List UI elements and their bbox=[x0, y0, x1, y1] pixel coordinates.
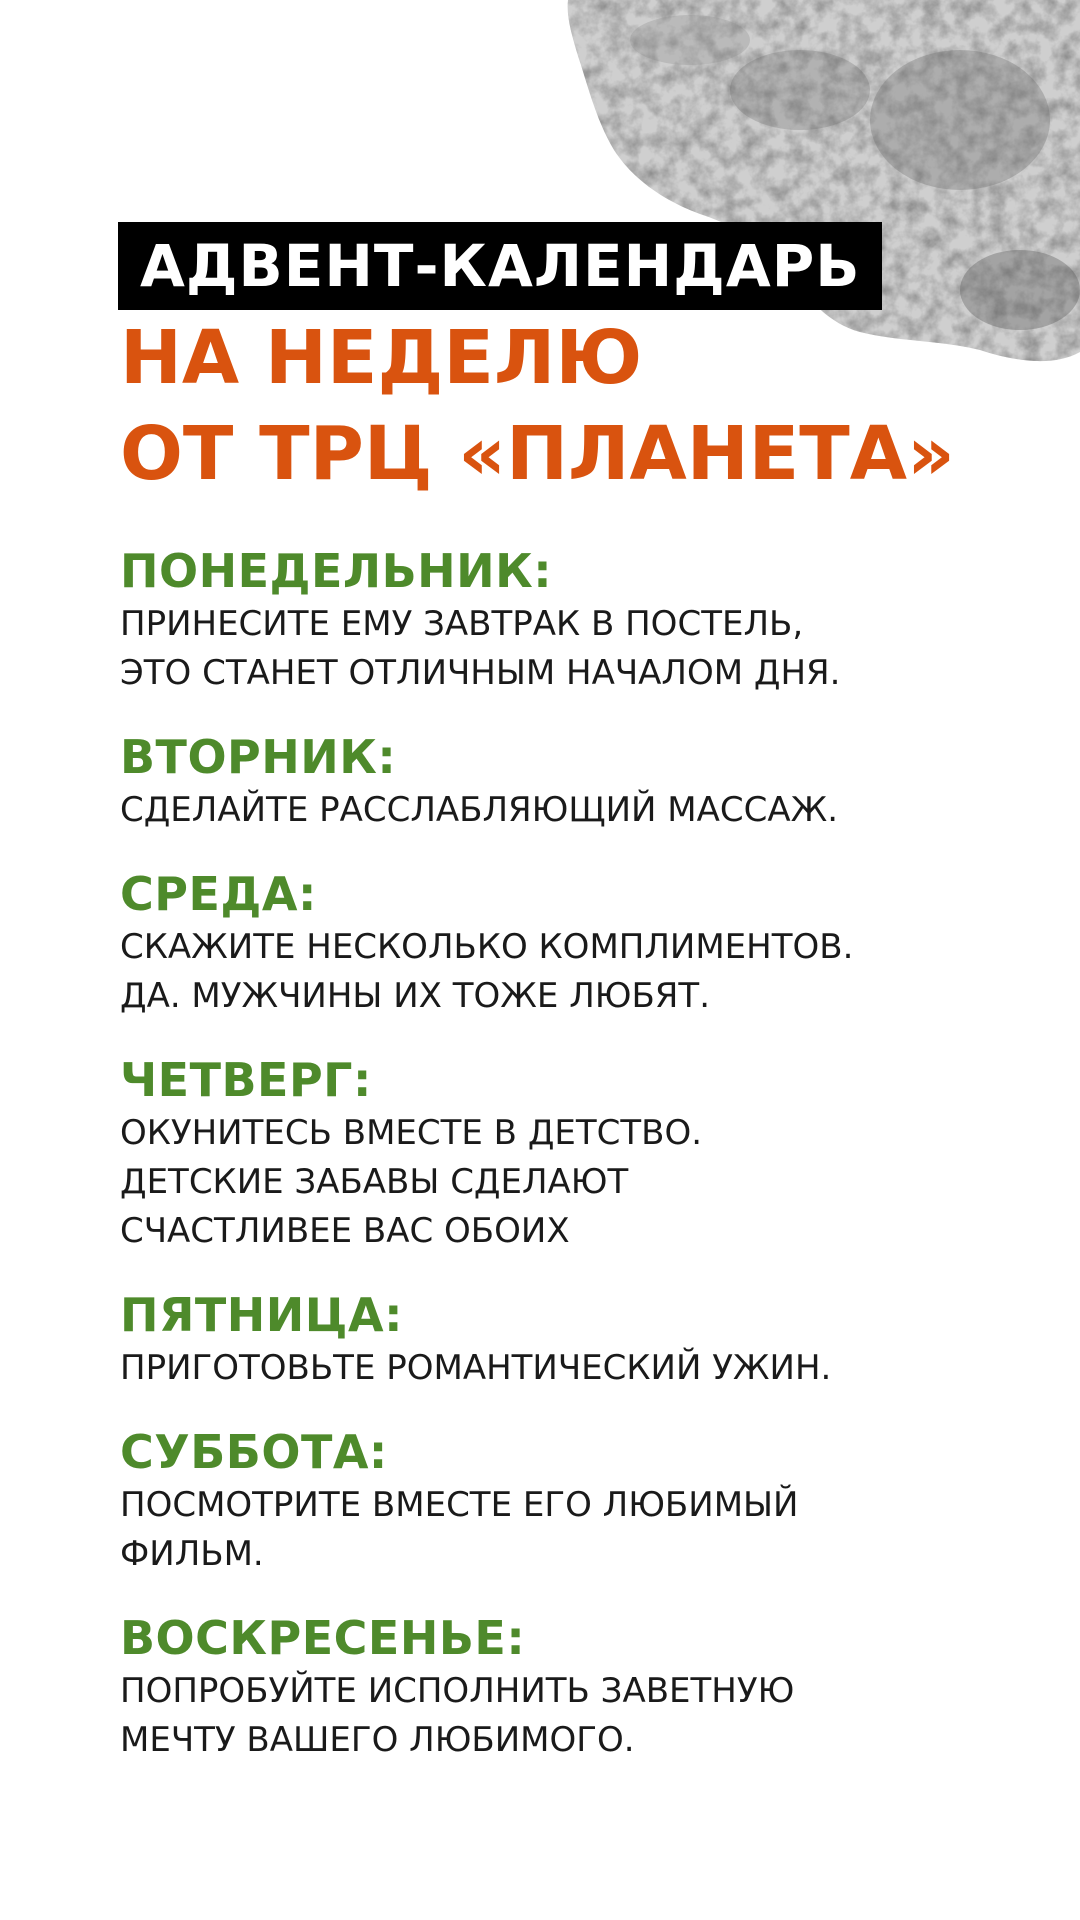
day-name: ВОСКРЕСЕНЬЕ: bbox=[120, 1611, 526, 1665]
day-text: ПРИГОТОВЬТЕ РОМАНТИЧЕСКИЙ УЖИН. bbox=[120, 1348, 832, 1388]
day-text: ОКУНИТЕСЬ ВМЕСТЕ В ДЕТСТВО. ДЕТСКИЕ ЗАБАВЫ СДЕЛАЮТ СЧАСТЛИВЕЕ ВАС ОБОИХ bbox=[120, 1113, 703, 1251]
subtitle-line-1: НА НЕДЕЛЮ bbox=[120, 315, 643, 401]
day-name: ВТОРНИК: bbox=[120, 730, 397, 784]
day-item-monday bbox=[120, 542, 1000, 698]
day-name: ЧЕТВЕРГ: bbox=[120, 1053, 372, 1107]
subtitle-line-2: ОТ ТРЦ «ПЛАНЕТА» bbox=[120, 411, 955, 497]
day-item-saturday bbox=[120, 1423, 1000, 1579]
day-item-wednesday bbox=[120, 865, 1000, 1021]
day-item-tuesday bbox=[120, 728, 1000, 835]
day-text: ПОСМОТРИТЕ ВМЕСТЕ ЕГО ЛЮБИМЫЙ ФИЛЬМ. bbox=[120, 1485, 799, 1574]
day-item-friday bbox=[120, 1286, 1000, 1393]
day-text: ПОПРОБУЙТЕ ИСПОЛНИТЬ ЗАВЕТНУЮ МЕЧТУ ВАШЕГО ЛЮБИМОГО. bbox=[120, 1671, 795, 1760]
day-name: СУББОТА: bbox=[120, 1425, 388, 1479]
advent-calendar-content bbox=[120, 222, 1000, 1795]
day-text: СДЕЛАЙТЕ РАССЛАБЛЯЮЩИЙ МАССАЖ. bbox=[120, 790, 839, 830]
page-title: АДВЕНТ-КАЛЕНДАРЬ bbox=[118, 222, 882, 310]
day-item-thursday bbox=[120, 1051, 1000, 1256]
day-name: СРЕДА: bbox=[120, 867, 317, 921]
days-list bbox=[120, 542, 1000, 1765]
day-text: СКАЖИТЕ НЕСКОЛЬКО КОМПЛИМЕНТОВ. ДА. МУЖЧИНЫ ИХ ТОЖЕ ЛЮБЯТ. bbox=[120, 927, 854, 1016]
day-name: ПЯТНИЦА: bbox=[120, 1288, 403, 1342]
day-text: ПРИНЕСИТЕ ЕМУ ЗАВТРАК В ПОСТЕЛЬ, ЭТО СТАНЕТ ОТЛИЧНЫМ НАЧАЛОМ ДНЯ. bbox=[120, 604, 841, 693]
day-name: ПОНЕДЕЛЬНИК: bbox=[120, 544, 553, 598]
day-item-sunday bbox=[120, 1609, 1000, 1765]
